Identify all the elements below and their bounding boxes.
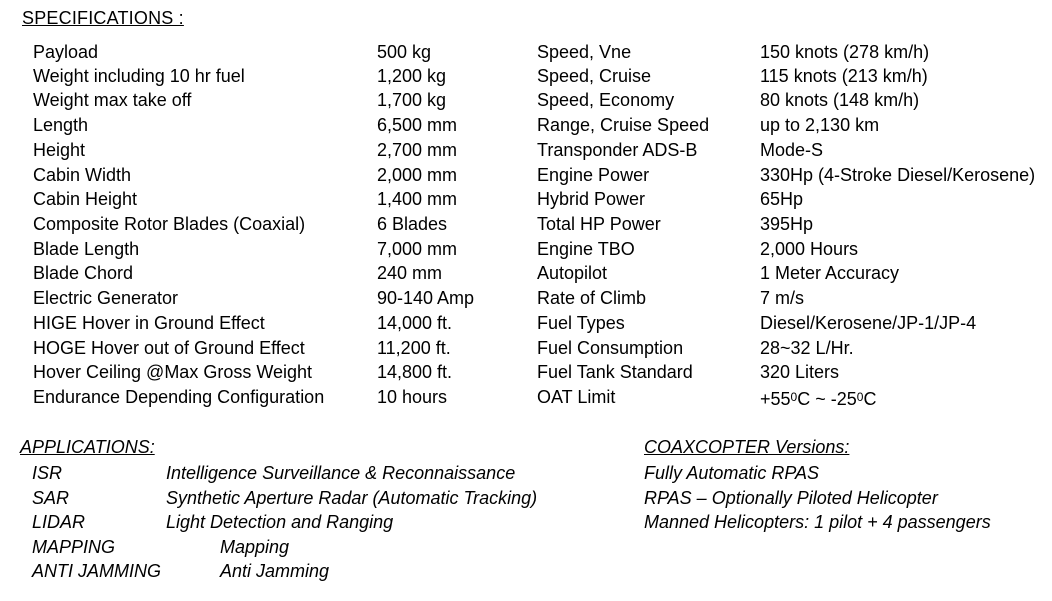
spec-label: Blade Length [33, 239, 140, 259]
spec-label: Electric Generator [33, 288, 179, 308]
applications-title: APPLICATIONS: [20, 437, 155, 457]
degree-mark: 0 [790, 390, 798, 404]
oat-plus: +55 [760, 389, 791, 409]
spec-label: Payload [33, 42, 99, 62]
spec-label: Total HP Power [537, 214, 661, 234]
spec-label: Engine TBO [537, 239, 635, 259]
spec-value: 2,000 Hours [760, 239, 859, 259]
application-abbr: SAR [32, 488, 70, 508]
spec-value: 500 kg [377, 42, 432, 62]
spec-value: 90-140 Amp [377, 288, 475, 308]
spec-label: Height [33, 140, 86, 160]
application-desc: Mapping [220, 537, 290, 557]
spec-value: 395Hp [760, 214, 814, 234]
spec-value: 14,000 ft. [377, 313, 453, 333]
spec-label: Speed, Vne [537, 42, 632, 62]
application-desc: Synthetic Aperture Radar (Automatic Tracking) [166, 488, 538, 508]
spec-label: OAT Limit [537, 387, 616, 407]
spec-value: 14,800 ft. [377, 362, 453, 382]
oat-limit-value [760, 385, 876, 411]
spec-value: 11,200 ft. [377, 338, 451, 358]
spec-value: 1,200 kg [377, 66, 447, 86]
spec-value: 28~32 L/Hr. [760, 338, 854, 358]
spec-value: 2,000 mm [377, 165, 458, 185]
oat-mid: C ~ -25 [797, 389, 857, 409]
application-abbr: MAPPING [32, 537, 116, 557]
spec-label: Fuel Consumption [537, 338, 684, 358]
spec-label: Blade Chord [33, 263, 134, 283]
spec-value: 7,000 mm [377, 239, 458, 259]
spec-label: Range, Cruise Speed [537, 115, 710, 135]
spec-label: HOGE Hover out of Ground Effect [33, 338, 305, 358]
spec-value: 6 Blades [377, 214, 448, 234]
versions-title: COAXCOPTER Versions: [644, 437, 850, 457]
spec-value: 330Hp (4-Stroke Diesel/Kerosene) [760, 165, 1036, 185]
spec-label: Hover Ceiling @Max Gross Weight [33, 362, 313, 382]
spec-value: 7 m/s [760, 288, 805, 308]
spec-value: 115 knots (213 km/h) [760, 66, 928, 86]
spec-value: 6,500 mm [377, 115, 458, 135]
version-item: Manned Helicopters: 1 pilot + 4 passengers [644, 512, 991, 532]
spec-label: Speed, Economy [537, 90, 675, 110]
spec-label: Transponder ADS-B [537, 140, 698, 160]
spec-label: Cabin Width [33, 165, 132, 185]
spec-value: up to 2,130 km [760, 115, 880, 135]
oat-end: C [863, 389, 877, 409]
spec-label: Cabin Height [33, 189, 138, 209]
spec-value: 10 hours [377, 387, 448, 407]
spec-label: Rate of Climb [537, 288, 647, 308]
spec-label: Endurance Depending Configuration [33, 387, 325, 407]
application-desc: Anti Jamming [220, 561, 330, 581]
spec-label: Length [33, 115, 89, 135]
version-item: RPAS – Optionally Piloted Helicopter [644, 488, 938, 508]
spec-value: Mode-S [760, 140, 824, 160]
version-item: Fully Automatic RPAS [644, 463, 820, 483]
spec-value: 1,400 mm [377, 189, 458, 209]
spec-label: Composite Rotor Blades (Coaxial) [33, 214, 306, 234]
application-abbr: ISR [32, 463, 63, 483]
spec-value: Diesel/Kerosene/JP-1/JP-4 [760, 313, 977, 333]
spec-label: Engine Power [537, 165, 650, 185]
application-abbr: LIDAR [32, 512, 86, 532]
spec-value: 320 Liters [760, 362, 840, 382]
spec-value: 1 Meter Accuracy [760, 263, 900, 283]
degree-mark: 0 [856, 390, 864, 404]
application-desc: Intelligence Surveillance & Reconnaissance [166, 463, 516, 483]
spec-value: 150 knots (278 km/h) [760, 42, 930, 62]
spec-label: Weight including 10 hr fuel [33, 66, 245, 86]
spec-label: Fuel Tank Standard [537, 362, 693, 382]
spec-label: Fuel Types [537, 313, 625, 333]
spec-value: 240 mm [377, 263, 443, 283]
specifications-heading: SPECIFICATIONS : [22, 8, 184, 28]
spec-label: Hybrid Power [537, 189, 646, 209]
spec-value: 65Hp [760, 189, 804, 209]
application-abbr: ANTI JAMMING [32, 561, 161, 581]
spec-value: 1,700 kg [377, 90, 447, 110]
spec-label: Speed, Cruise [537, 66, 652, 86]
spec-label: HIGE Hover in Ground Effect [33, 313, 265, 333]
spec-value: 80 knots (148 km/h) [760, 90, 920, 110]
spec-value: 2,700 mm [377, 140, 458, 160]
spec-label: Weight max take off [33, 90, 192, 110]
application-desc: Light Detection and Ranging [166, 512, 394, 532]
spec-label: Autopilot [537, 263, 608, 283]
